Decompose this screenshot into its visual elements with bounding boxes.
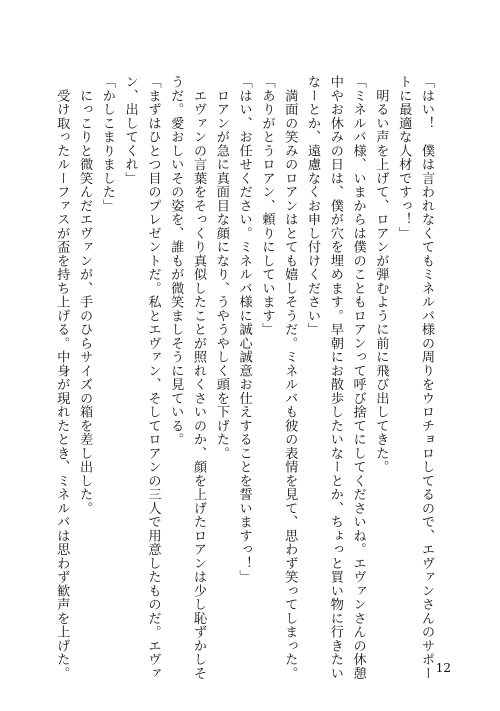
vertical-text-body bbox=[54, 75, 437, 680]
text-line-14: ン、出してくれ」 bbox=[122, 75, 138, 185]
text-line-2: トに最適な人材ですっ！」 bbox=[396, 75, 412, 240]
text-line-13: 「まずはひとつ目のプレゼントだ。私とエヴァン、そしてロアンの三人で用意したものだ。エヴァ bbox=[145, 75, 161, 680]
text-line-11: エヴァンの言葉をそっくり真似したことが照れくさいのか、顔を上げたロアンは少し恥ずかしそ bbox=[191, 75, 207, 680]
text-line-16: にっこりと微笑んだエヴァンが、手のひらサイズの箱を差し出した。 bbox=[77, 75, 93, 515]
page-number: 12 bbox=[435, 661, 451, 675]
text-line-4: 「ミネルバ様、いまからは僕のこともロアンって呼び捨てにしてくださいね。エヴァンさんの休憩 bbox=[350, 75, 366, 680]
text-line-9: 「はい、お任せください。ミネルバ様に誠心誠意お仕えすることを誓いますっ！」 bbox=[236, 75, 252, 584]
text-line-7: 満面の笑みのロアンはとても嬉しそうだ。ミネルバも彼の表情を見て、思わず笑ってしまった。 bbox=[282, 75, 298, 680]
text-line-6: なーとか、遠慮なくお申し付けください」 bbox=[305, 75, 321, 337]
text-line-10: ロアンが急に真面目な顔になり、うやうやしく頭を下げた。 bbox=[213, 75, 229, 460]
text-line-8: 「ありがとうロアン、頼りにしています」 bbox=[259, 75, 275, 337]
text-line-17: 受け取ったルーファスが盃を持ち上げる。中身が現れたとき、ミネルバは思わず歓声を上げた。 bbox=[54, 75, 70, 680]
text-line-15: 「かしこまりました」 bbox=[99, 75, 115, 213]
text-line-12: うだ。愛おしいその姿を、誰もが微笑ましそうに見ている。 bbox=[168, 75, 184, 447]
text-line-1: 「はい！ 僕は言われなくてもミネルバ様の周りをウロチョロしてるので、エヴァンさんのサポー bbox=[419, 75, 434, 680]
text-line-3: 明るい声を上げて、ロアンが弾むように前に飛び出してきた。 bbox=[373, 75, 389, 474]
text-line-5: 中やお休みの日は、僕が穴を埋めます。早朝にお散歩したいなーとか、ちょっと買い物に行きたい bbox=[327, 75, 343, 680]
